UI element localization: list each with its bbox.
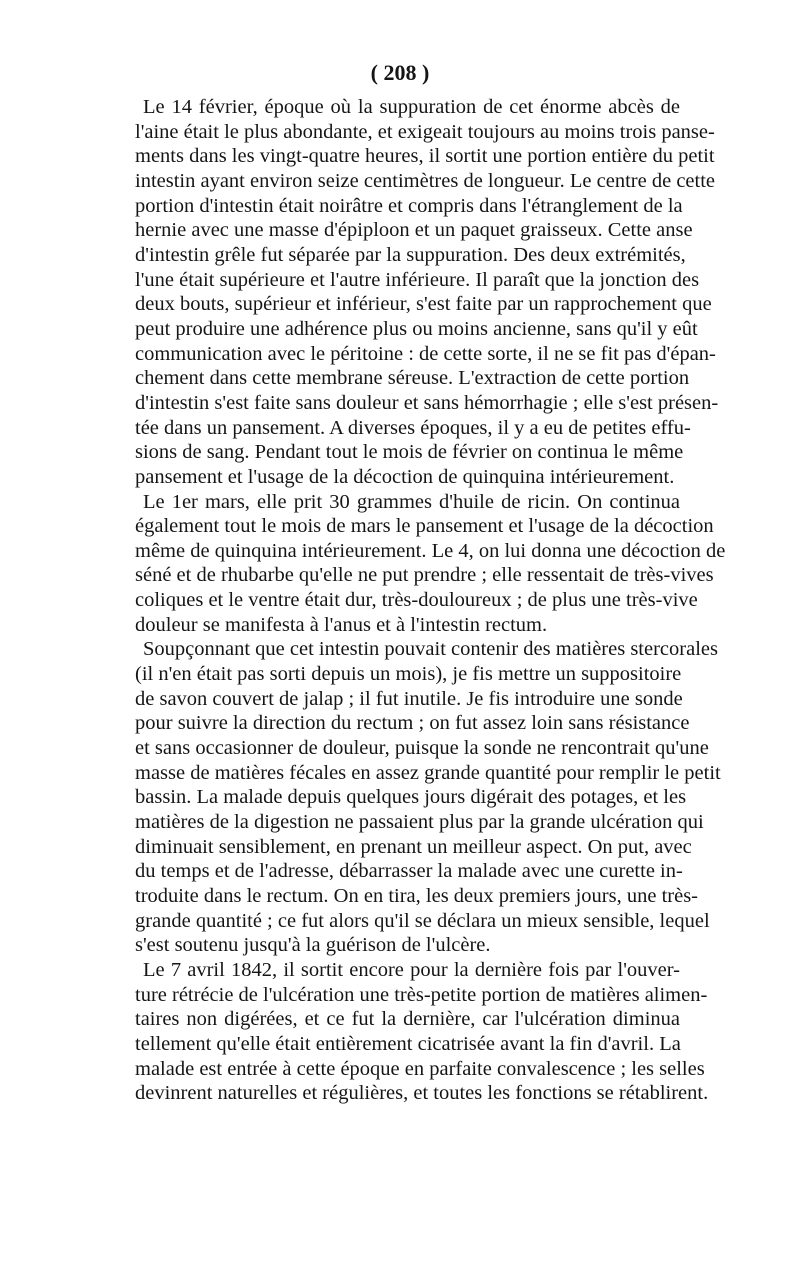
text-line: diminuait sensiblement, en prenant un meilleur aspect. On put, avec [135,835,692,858]
text-line: de savon couvert de jalap ; il fut inutile. Je fis introduire une sonde [135,687,683,710]
text-line: troduite dans le rectum. On en tira, les deux premiers jours, une très- [135,885,699,907]
text-line: matières de la digestion ne passaient plus par la grande ulcération qui [135,811,704,834]
text-line: s'est soutenu jusqu'à la guérison de l'ulcère. [135,934,491,957]
page-number: ( 208 ) [370,60,430,85]
text-line: portion d'intestin était noirâtre et compris dans l'étranglement de la [135,194,683,217]
text-line: d'intestin s'est faite sans douleur et sans hémorrhagie ; elle s'est présen- [135,391,719,414]
paragraph [135,95,719,490]
text-line: pansement et l'usage de la décoction de quinquina intérieurement. [135,465,675,488]
paragraph [135,637,721,958]
text-line: bassin. La malade depuis quelques jours digérait des potages, et les [135,786,687,809]
text-line: séné et de rhubarbe qu'elle ne put prendre ; elle ressentait de très-vives [135,564,714,587]
text-line: Soupçonnant que cet intestin pouvait contenir des matières stercorales [143,638,718,661]
text-line: sions de sang. Pendant tout le mois de février on continua le même [135,441,684,464]
text-line: d'intestin grêle fut séparée par la suppuration. Des deux extrémités, [135,243,686,266]
text-line: malade est entrée à cette époque en parfaite convalescence ; les selles [135,1057,705,1080]
text-line: coliques et le ventre était dur, très-douloureux ; de plus une très-vive [135,589,698,612]
text-line: devinrent naturelles et régulières, et toutes les fonctions se rétablirent. [135,1082,709,1105]
text-line: et sans occasionner de douleur, puisque la sonde ne rencontrait qu'une [135,737,709,760]
text-line: tée dans un pansement. A diverses époques, il y a eu de petites effu- [135,416,691,439]
text-line: l'aine était le plus abondante, et exigeait toujours au moins trois panse- [135,120,715,143]
text-line: même de quinquina intérieurement. Le 4, on lui donna une décoction de [135,539,726,562]
text-line: intestin ayant environ seize centimètres de longueur. Le centre de cette [135,169,716,192]
text-line: Le 14 février, époque où la suppuration de cet énorme abcès de [143,96,680,118]
text-line: chement dans cette membrane séreuse. L'extraction de cette portion [135,367,690,390]
paragraph [135,958,709,1106]
text-line: également tout le mois de mars le pansement et l'usage de la décoction [135,515,714,538]
text-line: deux bouts, supérieur et inférieur, s'est faite par un rapprochement que [135,293,712,316]
text-line: taires non digérées, et ce fut la dernière, car l'ulcération diminua [135,1008,680,1031]
text-line: ture rétrécie de l'ulcération une très-petite portion de matières alimen- [135,983,708,1006]
paragraph [135,490,726,638]
text-line: Le 7 avril 1842, il sortit encore pour la dernière fois par l'ouver- [143,958,680,981]
text-line: Le 1er mars, elle prit 30 grammes d'huile de ricin. On continua [143,490,680,513]
text-line: grande quantité ; ce fut alors qu'il se déclara un mieux sensible, lequel [135,909,710,932]
text-line: peut produire une adhérence plus ou moins ancienne, sans qu'il y eût [135,317,698,340]
text-line: tellement qu'elle était entièrement cicatrisée avant la fin d'avril. La [135,1032,681,1055]
body-text [135,95,726,1106]
text-line: pour suivre la direction du rectum ; on fut assez loin sans résistance [135,712,690,735]
text-line: l'une était supérieure et l'autre inférieure. Il paraît que la jonction des [135,268,700,291]
text-line: masse de matières fécales en assez grande quantité pour remplir le petit [135,761,721,784]
text-line: hernie avec une masse d'épiploon et un paquet graisseux. Cette anse [135,219,693,242]
text-line: douleur se manifesta à l'anus et à l'intestin rectum. [135,613,548,636]
text-line: (il n'en était pas sorti depuis un mois), je fis mettre un suppositoire [135,663,682,686]
text-line: ments dans les vingt-quatre heures, il sortit une portion entière du petit [135,145,715,168]
text-line: communication avec le péritoine : de cette sorte, il ne se fit pas d'épan- [135,342,716,365]
text-line: du temps et de l'adresse, débarrasser la malade avec une curette in- [135,860,683,883]
